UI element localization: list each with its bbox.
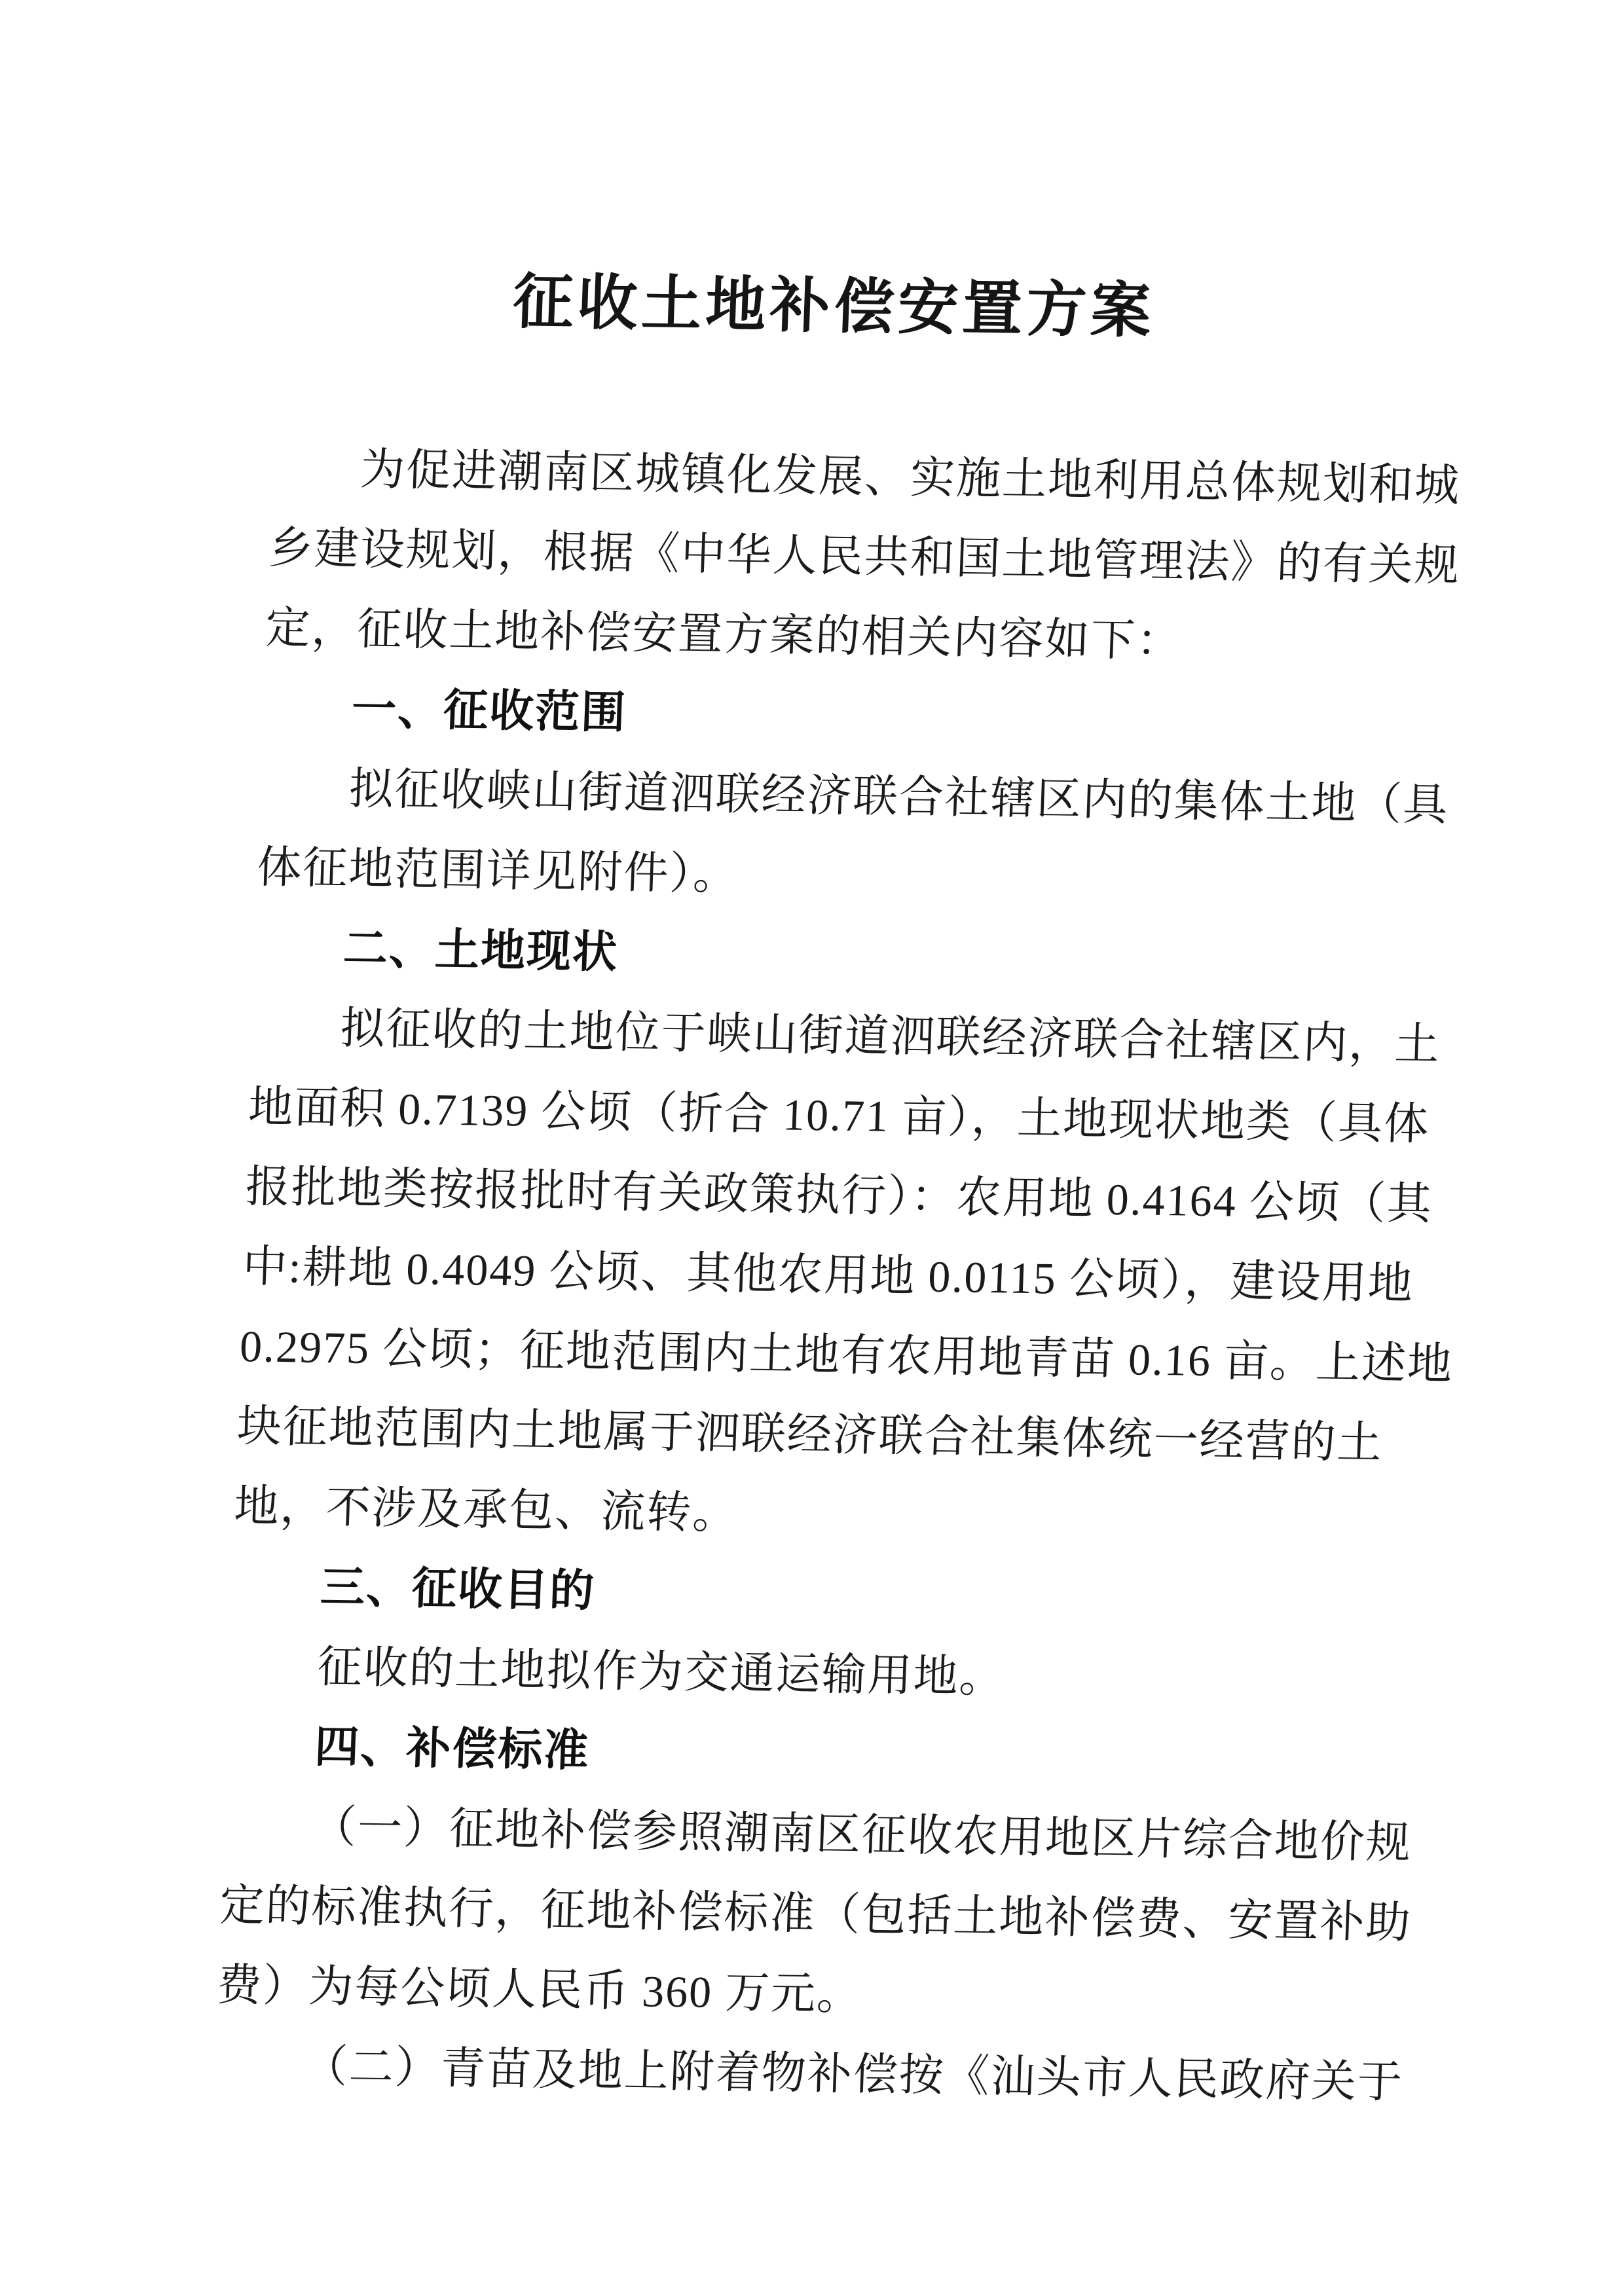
- heading-section-4: 四、补偿标准: [314, 1721, 591, 1776]
- intro-line-1: 为促进潮南区城镇化发展、实施土地利用总体规划和城: [359, 444, 1462, 511]
- section4-line-4: （二）青苗及地上附着物补偿按《汕头市人民政府关于: [302, 2041, 1405, 2107]
- section2-line-2: 地面积 0.7139 公顷（折合 10.71 亩），土地现状地类（具体: [247, 1082, 1431, 1150]
- section2-line-1: 拟征收的土地位于峡山街道泗联经济联合社辖区内，土: [339, 1003, 1441, 1070]
- section1-line-1: 拟征收峡山街道泗联经济联合社辖区内的集体土地（具: [348, 763, 1450, 830]
- heading-section-3: 三、征收目的: [319, 1561, 597, 1616]
- section2-line-5: 0.2975 公顷；征地范围内土地有农用地青苗 0.16 亩。上述地: [238, 1321, 1454, 1389]
- section1-line-2: 体征地范围详见附件）。: [256, 842, 740, 900]
- document-body: [213, 428, 1462, 2122]
- section4-line-3: 费）为每公顷人民币 360 万元。: [215, 1959, 864, 2020]
- heading-section-1: 一、征收范围: [350, 683, 628, 738]
- section4-line-1: （一）征地补偿参照潮南区征收农用地区片综合地价规: [310, 1801, 1413, 1868]
- section3-line-1: 征收的土地拟作为交通运输用地。: [316, 1641, 1006, 1702]
- heading-section-2: 二、土地现状: [342, 923, 619, 977]
- section2-line-6: 块征地范围内土地属于泗联经济联合社集体统一经营的土: [236, 1401, 1384, 1468]
- intro-line-2: 乡建设规划，根据《中华人民共和国土地管理法》的有关规: [267, 522, 1462, 591]
- document-title: 征收土地补偿安置方案: [511, 268, 1156, 345]
- intro-line-3: 定，征收土地补偿安置方案的相关内容如下：: [265, 602, 1183, 666]
- section2-line-4: 中:耕地 0.4049 公顷、其他农用地 0.0115 公顷），建设用地: [242, 1241, 1415, 1309]
- section2-line-7: 地，不涉及承包、流转。: [233, 1481, 739, 1539]
- section4-line-2: 定的标准执行，征地补偿标准（包括土地补偿费、安置补助: [219, 1880, 1412, 1948]
- section2-line-3: 报批地类按报批时有关政策执行）：农用地 0.4164 公顷（其: [244, 1161, 1434, 1230]
